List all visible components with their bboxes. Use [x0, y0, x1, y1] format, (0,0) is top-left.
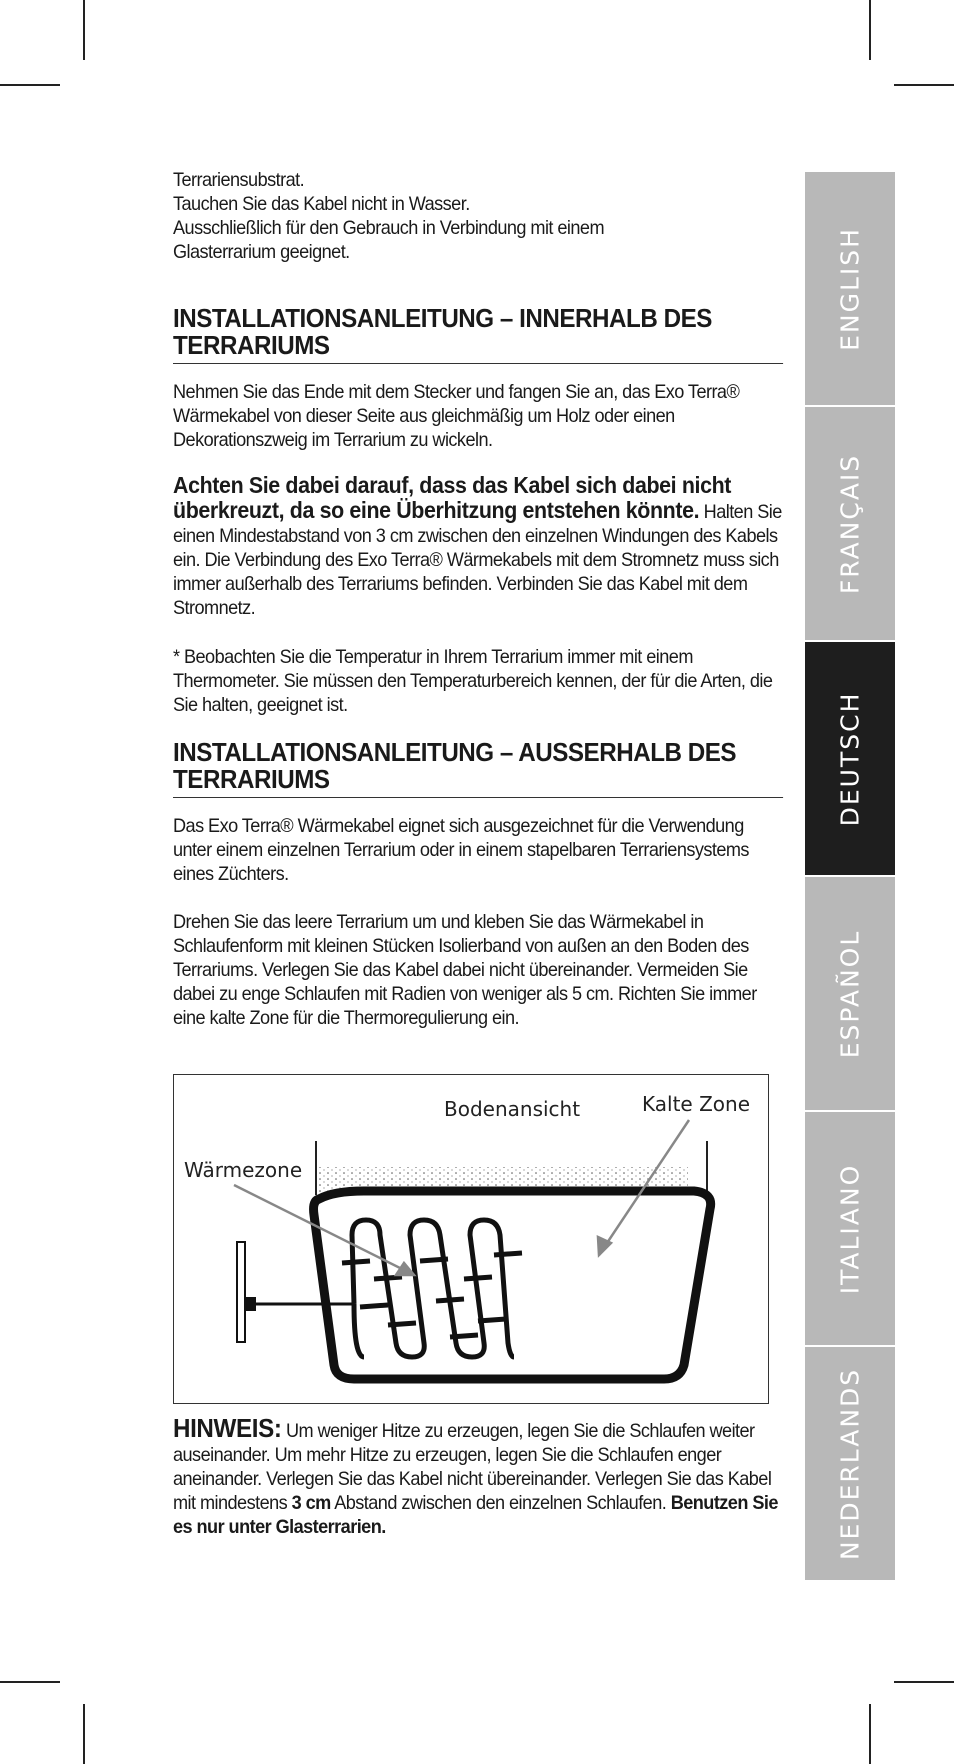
tab-label: NEDERLANDS [835, 1367, 865, 1560]
hinweis-bold: 3 cm [291, 1492, 331, 1514]
crop-mark [869, 1704, 871, 1764]
hinweis-label: HINWEIS: [173, 1413, 282, 1443]
tab-italiano[interactable] [805, 1112, 895, 1347]
hinweis-bold: Benutzen Sie es nur unter Glasterrarien. [173, 1492, 778, 1538]
warning-text: Halten Sie einen Mindestabstand von 3 cm zwischen den einzelnen Windungen des Kabels ein. Die Verbindung des Exo Terra® Wärmekabels mit dem Stromnetz muss sich immer außerhalb des Terrariums befinden. Verbinden Sie das Kabel mit dem Stromnetz. [173, 501, 782, 619]
tab-label: DEUTSCH [835, 691, 865, 826]
warning-paragraph [173, 474, 783, 620]
tab-deutsch[interactable] [805, 642, 895, 877]
crop-mark [869, 0, 871, 60]
warning-bold: Achten Sie dabei darauf, dass das Kabel sich dabei nicht überkreuzt, da so eine Überhitzung entstehen könnte. [173, 472, 732, 523]
heading-line: TERRARIUMS [173, 330, 330, 360]
hinweis-paragraph [173, 1413, 783, 1539]
paragraph: Drehen Sie das leere Terrarium um und kleben Sie das Wärmekabel in Schlaufenform mit kleinen Stücken Isolierband von außen an den Boden des Terrariums. Verlegen Sie das Kabel dabei nicht übereinander. Vermeiden Sie dabei zu enge Schlaufen mit Radien von weniger als 5 cm. Richten Sie immer eine kalte Zone für die Thermoregulierung ein. [173, 911, 757, 1029]
tab-label: ENGLISH [835, 226, 865, 351]
main-content [173, 168, 783, 1030]
crop-mark [0, 84, 60, 86]
tab-label: ESPAÑOL [835, 929, 865, 1058]
crop-mark [0, 1681, 60, 1683]
crop-mark [894, 1681, 954, 1683]
section-heading-outside [173, 739, 783, 798]
hinweis-block [173, 1413, 783, 1539]
tab-label: FRANÇAIS [835, 453, 865, 594]
paragraph: Nehmen Sie das Ende mit dem Stecker und fangen Sie an, das Exo Terra® Wärmekabel von dieser Seite aus gleichmäßig um Holz oder einen Dekorationszweig im Terrarium zu wickeln. [173, 381, 740, 451]
intro-line: Terrariensubstrat. [173, 169, 305, 191]
heading-line: INSTALLATIONSANLEITUNG – AUSSERHALB DES [173, 737, 737, 767]
heading-line: INSTALLATIONSANLEITUNG – INNERHALB DES [173, 303, 712, 333]
hinweis-text: Um weniger Hitze zu erzeugen, legen Sie die Schlaufen weiter auseinander. Um mehr Hitze zu erzeugen, legen Sie die Schlaufen enger aneinander. Verlegen Sie das Kabel nicht übereinander. Verlegen Sie das Kabel mit mindestens [173, 1420, 772, 1514]
paragraph: Das Exo Terra® Wärmekabel eignet sich ausgezeichnet für die Verwendung unter einem einzelnen Terrarium oder in einem stapelbaren Terrariensystems eines Züchters. [173, 815, 749, 885]
crop-mark [894, 84, 954, 86]
intro-line: Ausschließlich für den Gebrauch in Verbindung mit einem [173, 217, 604, 239]
tab-francais[interactable] [805, 407, 895, 642]
heading-line: TERRARIUMS [173, 764, 330, 794]
tab-espanol[interactable] [805, 877, 895, 1112]
crop-mark [83, 0, 85, 60]
hinweis-text: Abstand zwischen den einzelnen Schlaufen. [330, 1492, 671, 1514]
plug-icon [237, 1242, 245, 1342]
terrarium-diagram [173, 1074, 769, 1404]
intro-line: Tauchen Sie das Kabel nicht in Wasser. [173, 193, 470, 215]
note-paragraph: * Beobachten Sie die Temperatur in Ihrem Terrarium immer mit einem Thermometer. Sie müssen den Temperaturbereich kennen, der für die Arten, die Sie halten, geeignet ist. [173, 646, 773, 716]
label-heat-zone: Wärmezone [184, 1158, 303, 1182]
section-heading-inside [173, 305, 783, 364]
crop-mark [83, 1704, 85, 1764]
tab-nederlands[interactable] [805, 1347, 895, 1582]
intro-block [173, 168, 783, 264]
intro-line: Glasterrarium geeignet. [173, 241, 350, 263]
language-tabs [805, 172, 895, 1582]
tab-label: ITALIANO [835, 1163, 865, 1294]
terrarium-illustration [174, 1075, 770, 1405]
label-cold-zone: Kalte Zone [642, 1092, 750, 1116]
tab-english[interactable] [805, 172, 895, 407]
label-bottom-view: Bodenansicht [444, 1097, 581, 1121]
